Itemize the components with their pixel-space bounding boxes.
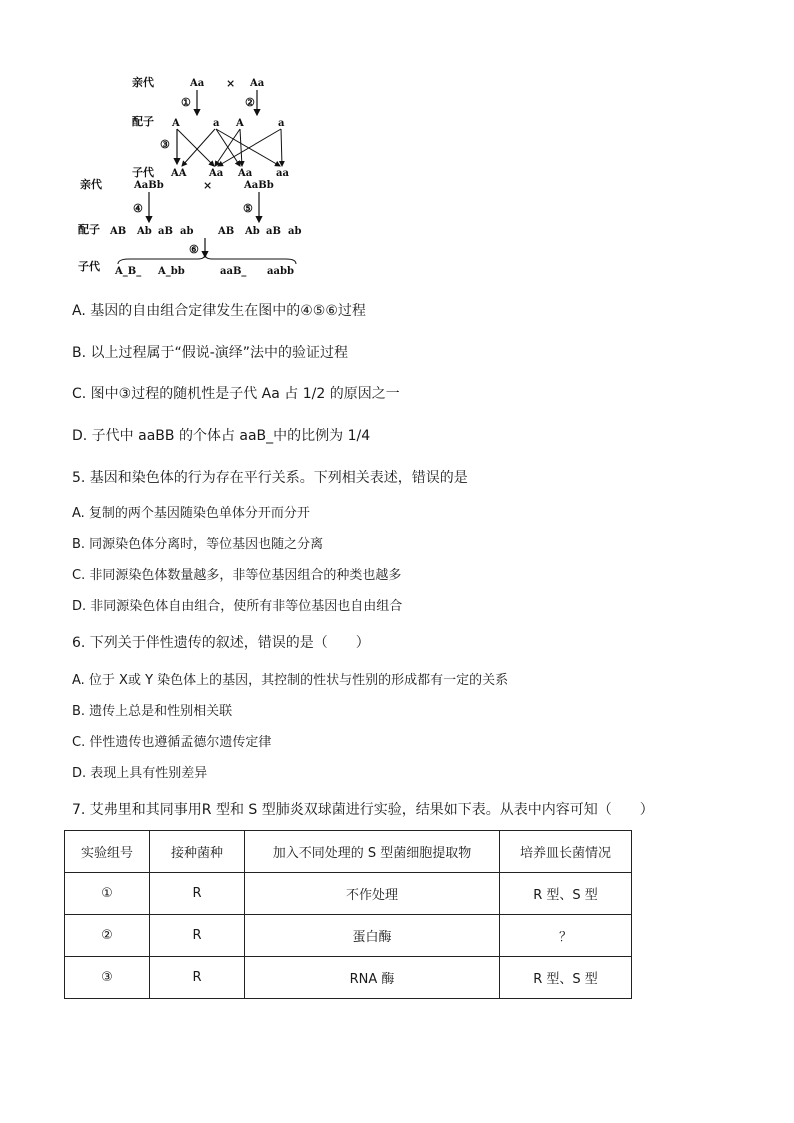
- q6-stem: 6. 下列关于伴性遗传的叙述，错误的是（ ）: [72, 635, 370, 651]
- gamete-bottom-right-4: ab: [288, 226, 302, 237]
- genetics-cross-diagram: [0, 0, 794, 290]
- table-header-row: [65, 831, 632, 873]
- gamete-bottom-left-2: Ab: [137, 226, 152, 237]
- process-label-3: ③: [160, 138, 170, 151]
- gamete-top-3: A: [236, 118, 244, 129]
- table-cell: R: [150, 873, 245, 915]
- q6-option-b: B. 遗传上总是和性别相关联: [72, 704, 233, 719]
- table-cell: ③: [65, 957, 150, 999]
- table-row: [65, 915, 632, 957]
- offspring-top-4: aa: [276, 168, 289, 179]
- table-cell: 蛋白酶: [245, 915, 500, 957]
- parent-bottom-1: AaBb: [134, 180, 164, 191]
- table-cell: 不作处理: [245, 873, 500, 915]
- table-cell: R 型、S 型: [500, 957, 632, 999]
- gamete-bottom-right-2: Ab: [245, 226, 260, 237]
- q5-option-d: D. 非同源染色体自由组合，使所有非等位基因也自由组合: [72, 599, 403, 614]
- table-header-cell: 接种菌种: [150, 831, 245, 873]
- gamete-bottom-right-3: aB: [266, 226, 281, 237]
- table-cell: ②: [65, 915, 150, 957]
- table-cell: R: [150, 915, 245, 957]
- label-gamete-bottom: 配子: [78, 223, 100, 236]
- parent-top-1: Aa: [190, 78, 205, 89]
- gamete-top-2: a: [213, 118, 220, 129]
- gamete-top-4: a: [278, 118, 285, 129]
- cross-symbol-bottom: ×: [203, 179, 213, 192]
- q4-option-c: C. 图中③过程的随机性是子代 Aa 占 1/2 的原因之一: [72, 386, 400, 402]
- q6-option-d: D. 表现上具有性别差异: [72, 766, 208, 781]
- offspring-top-3: Aa: [238, 168, 253, 179]
- table-cell: R 型、S 型: [500, 873, 632, 915]
- q5-stem: 5. 基因和染色体的行为存在平行关系。下列相关表述，错误的是: [72, 470, 468, 486]
- offspring-top-2: Aa: [209, 168, 224, 179]
- table-row: [65, 957, 632, 999]
- label-parent-top: 亲代: [132, 76, 154, 89]
- parent-bottom-2: AaBb: [244, 180, 274, 191]
- gamete-bottom-right-1: AB: [218, 226, 235, 237]
- q5-option-c: C. 非同源染色体数量越多，非等位基因组合的种类也越多: [72, 568, 402, 583]
- offspring-bottom-3: aaB_: [220, 266, 247, 277]
- q5-option-b: B. 同源染色体分离时，等位基因也随之分离: [72, 537, 324, 552]
- offspring-bottom-4: aabb: [267, 266, 294, 277]
- table-cell: R: [150, 957, 245, 999]
- label-offspring-bottom: 子代: [78, 260, 100, 273]
- process-label-1: ①: [181, 96, 191, 109]
- table-cell: ？: [500, 915, 632, 957]
- gamete-bottom-left-1: AB: [110, 226, 127, 237]
- q6-option-a: A. 位于 X或 Y 染色体上的基因，其控制的性状与性别的形成都有一定的关系: [72, 673, 509, 688]
- gamete-top-1: A: [172, 118, 180, 129]
- process-label-4: ④: [133, 202, 143, 215]
- process-label-5: ⑤: [243, 202, 253, 215]
- q4-option-b: B. 以上过程属于“假说-演绎”法中的验证过程: [72, 345, 349, 361]
- table-header-cell: 培养皿长菌情况: [500, 831, 632, 873]
- label-gamete-top: 配子: [132, 115, 154, 128]
- offspring-bottom-2: A_bb: [158, 266, 185, 277]
- gamete-bottom-left-3: aB: [158, 226, 173, 237]
- q7-results-table: [64, 830, 632, 999]
- table-cell: ①: [65, 873, 150, 915]
- q6-option-c: C. 伴性遗传也遵循孟德尔遗传定律: [72, 735, 272, 750]
- gamete-bottom-left-4: ab: [180, 226, 194, 237]
- process-label-6: ⑥: [189, 243, 199, 256]
- process-label-2: ②: [245, 96, 255, 109]
- offspring-bottom-1: A_B_: [115, 266, 142, 277]
- offspring-top-1: AA: [171, 168, 187, 179]
- q4-option-d: D. 子代中 aaBB 的个体占 aaB_中的比例为 1/4: [72, 428, 371, 444]
- table-cell: RNA 酶: [245, 957, 500, 999]
- parent-top-2: Aa: [250, 78, 265, 89]
- q4-option-a: A. 基因的自由组合定律发生在图中的④⑤⑥过程: [72, 303, 366, 319]
- table-header-cell: 加入不同处理的 S 型菌细胞提取物: [245, 831, 500, 873]
- label-offspring-top: 子代: [132, 166, 154, 179]
- table-header-cell: 实验组号: [65, 831, 150, 873]
- q7-stem: 7. 艾弗里和其同事用R 型和 S 型肺炎双球菌进行实验，结果如下表。从表中内容可知（ ）: [72, 802, 654, 818]
- label-parent-bottom: 亲代: [80, 178, 102, 191]
- q5-option-a: A. 复制的两个基因随染色单体分开而分开: [72, 506, 310, 521]
- cross-symbol-top: ×: [226, 77, 236, 90]
- table-row: [65, 873, 632, 915]
